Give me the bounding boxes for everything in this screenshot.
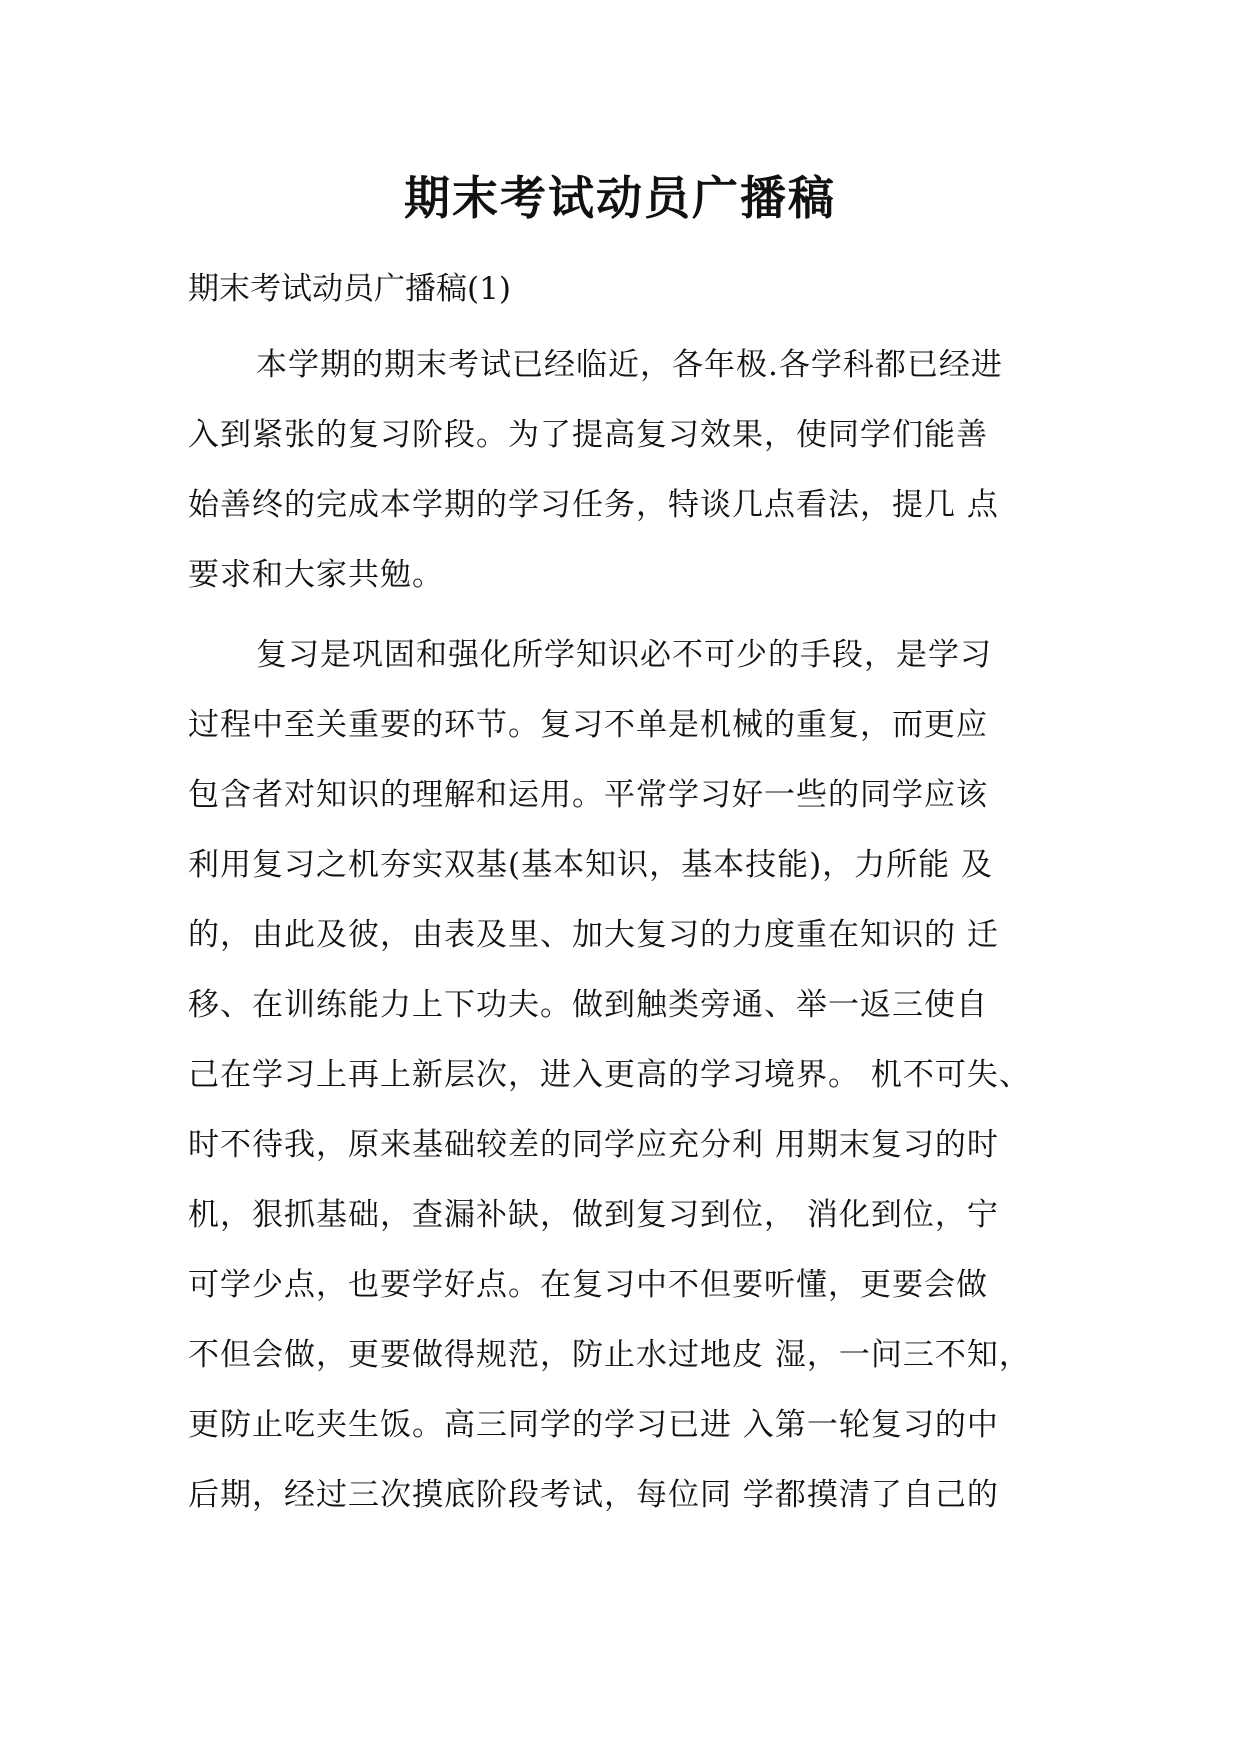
text-line-6: 过程中至关重要的环节。复习不单是机械的重复，而更应 <box>188 707 988 743</box>
text-line-12: 时不待我，原来基础较差的同学应充分利 用期末复习的时 <box>188 1127 999 1163</box>
text-line-11: 己在学习上再上新层次，进入更高的学习境界。 机不可失、 <box>188 1057 1031 1093</box>
text-line-2: 入到紧张的复习阶段。为了提高复习效果，使同学们能善 <box>188 417 988 453</box>
text-line-8: 利用复习之机夯实双基(基本知识，基本技能)，力所能 及 <box>188 847 994 883</box>
text-line-17: 后期，经过三次摸底阶段考试，每位同 学都摸清了自己的 <box>188 1477 999 1513</box>
text-line-14: 可学少点，也要学好点。在复习中不但要听懂，更要会做 <box>188 1267 988 1303</box>
text-line-10: 移、在训练能力上下功夫。做到触类旁通、举一返三使自 <box>188 987 988 1023</box>
text-line-16: 更防止吃夹生饭。高三同学的学习已进 入第一轮复习的中 <box>188 1407 999 1443</box>
document-title: 期末考试动员广播稿 <box>404 171 836 225</box>
text-line-3: 始善终的完成本学期的学习任务，特谈几点看法，提几 点 <box>188 487 999 523</box>
text-line-15: 不但会做，更要做得规范，防止水过地皮 湿，一问三不知， <box>188 1337 1031 1373</box>
text-line-13: 机，狠抓基础，查漏补缺，做到复习到位， 消化到位，宁 <box>188 1197 999 1233</box>
text-line-4: 要求和大家共勉。 <box>188 557 444 593</box>
text-line-1: 本学期的期末考试已经临近，各年极.各学科都已经进 <box>256 347 1003 383</box>
text-line-9: 的，由此及彼，由表及里、加大复习的力度重在知识的 迁 <box>188 917 999 953</box>
text-line-7: 包含者对知识的理解和运用。平常学习好一些的同学应该 <box>188 777 988 813</box>
document-subtitle: 期末考试动员广播稿(1) <box>188 271 511 307</box>
text-line-5: 复习是巩固和强化所学知识必不可少的手段，是学习 <box>256 637 992 673</box>
